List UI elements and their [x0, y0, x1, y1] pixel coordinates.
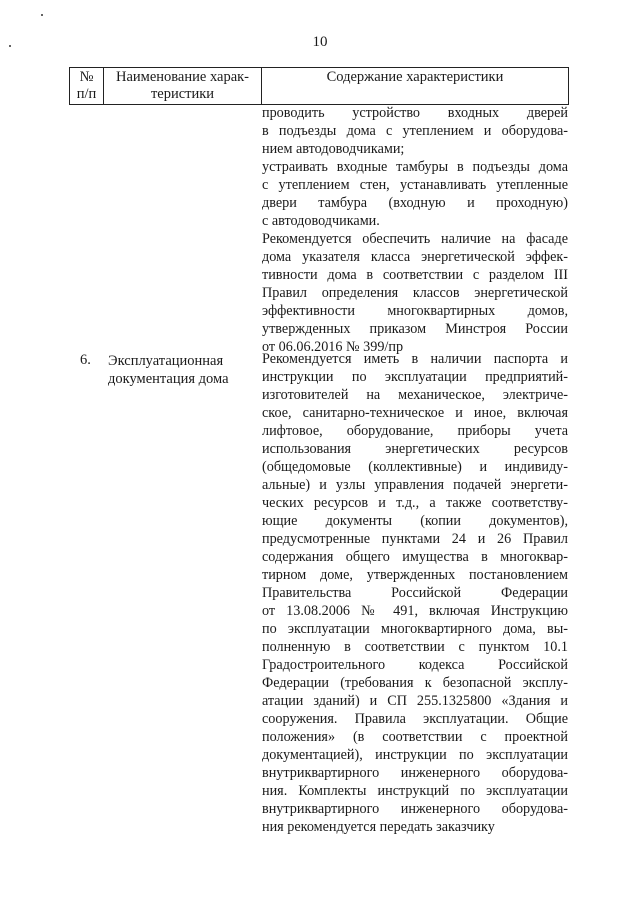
content-line: ющие документы (копии документов), [262, 513, 568, 529]
content-line: внутриквартирного инженерного оборудова- [262, 765, 568, 781]
content-line: от 13.08.2006 № 491, включая Инструкцию [262, 603, 568, 619]
content-line: документацией), инструкции по эксплуатации [262, 747, 568, 763]
content-line: тивности дома в соответствии с разделом III [262, 267, 568, 283]
content-line: Рекомендуется иметь в наличии паспорта и [262, 351, 568, 367]
content-line: по эксплуатации многоквартирного дома, вы- [262, 621, 568, 637]
content-line: альные) и узлы управления подачей энергети- [262, 477, 568, 493]
row-name-line1: Эксплуатационная [108, 353, 224, 369]
page-number: 10 [312, 34, 328, 50]
content-line: полненную в соответствии с пунктом 10.1 [262, 639, 568, 655]
content-line: с утеплением стен, устанавливать утепленные [262, 177, 568, 193]
table-header [69, 67, 569, 105]
content-line: Рекомендуется обеспечить наличие на фасаде [262, 231, 568, 247]
scan-speck [41, 14, 43, 16]
content-line: содержания общего имущества в многоквар- [262, 549, 568, 565]
content-line: атации зданий) и СП 255.1325800 «Здания и [262, 693, 568, 709]
content-line: с автодоводчиками. [262, 213, 380, 229]
content-line: нием автодоводчиками; [262, 141, 405, 157]
row-number: 6. [80, 352, 91, 368]
header-name [104, 69, 261, 103]
content-line: эффективности многоквартирных домов, [262, 303, 568, 319]
content-line: Градостроительного кодекса Российской [262, 657, 568, 673]
content-line: ния рекомендуется передать заказчику [262, 819, 495, 835]
row-name-line2: документация дома [108, 371, 229, 387]
content-line: положения» (в соответствии с проектной [262, 729, 568, 745]
content-line: инструкции по эксплуатации предприятий- [262, 369, 568, 385]
header-num [70, 69, 103, 103]
content-line: двери тамбура (входную и проходную) [262, 195, 568, 211]
header-num-line2: п/п [76, 86, 97, 102]
header-name-line2: теристики [150, 86, 215, 102]
row-name [108, 352, 229, 388]
content-line: ния. Комплекты инструкций по эксплуатации [262, 783, 568, 799]
content-line: изготовителей на механическое, электриче- [262, 387, 568, 403]
row-content [262, 350, 568, 836]
content-line: тирном доме, утвержденных постановлением [262, 567, 568, 583]
header-name-line1: Наименование харак- [115, 69, 249, 85]
content-line: предусмотренные пунктами 24 и 26 Правил [262, 531, 568, 547]
content-line: дома указателя класса энергетической эффек- [262, 249, 568, 265]
header-content: Содержание характеристики [326, 69, 504, 85]
content-line: внутриквартирного инженерного оборудова- [262, 801, 568, 817]
content-line: Федерации (требования к безопасной эксплу- [262, 675, 568, 691]
header-num-line1: № [79, 69, 94, 85]
content-line: проводить устройство входных дверей [262, 105, 568, 121]
content-line: утвержденных приказом Минстроя России [262, 321, 568, 337]
content-line: ческих ресурсов и т.д., а также соответству- [262, 495, 568, 511]
content-line: (общедомовые (коллективные) и индивиду- [262, 459, 568, 475]
content-line: в подъезды дома с утеплением и оборудова- [262, 123, 568, 139]
content-line: сооружения. Правила эксплуатации. Общие [262, 711, 568, 727]
content-line: лифтовое, оборудование, приборы учета [262, 423, 568, 439]
content-line: Правил определения классов энергетической [262, 285, 568, 301]
content-line: ское, санитарно-техническое и иное, включая [262, 405, 568, 421]
continued-content [262, 104, 568, 356]
content-line: использования энергетических ресурсов [262, 441, 568, 457]
content-line: Правительства Российской Федерации [262, 585, 568, 601]
content-line: от 06.06.2016 № 399/пр [262, 339, 404, 355]
content-line: устраивать входные тамбуры в подъезды дома [262, 159, 568, 175]
